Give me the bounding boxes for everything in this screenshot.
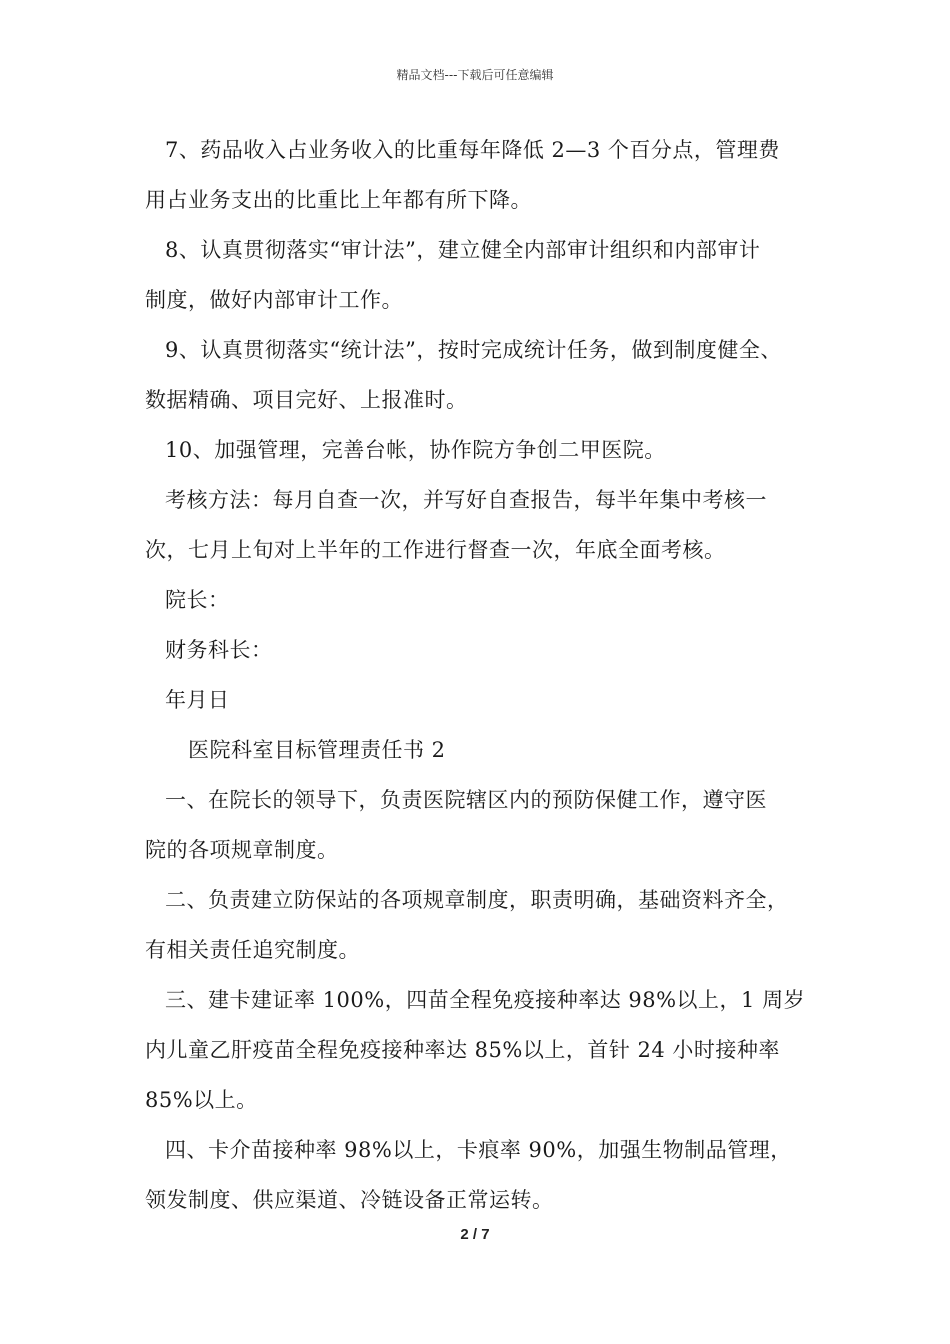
paragraph-line: 院的各项规章制度。 — [145, 838, 339, 862]
date-label: 年月日 — [165, 688, 230, 712]
paragraph-line: 9、认真贯彻落实“统计法”，按时完成统计任务，做到制度健全、 — [165, 338, 782, 362]
paragraph-line: 四、卡介苗接种率 98%以上，卡痕率 90%，加强生物制品管理， — [165, 1138, 792, 1162]
page-header: 精品文档---下载后可任意编辑 — [396, 68, 554, 82]
paragraph-line: 有相关责任追究制度。 — [145, 938, 360, 962]
paragraph-line: 一、在院长的领导下，负责医院辖区内的预防保健工作，遵守医 — [165, 788, 767, 812]
signature-label-dean: 院长： — [165, 588, 230, 612]
paragraph-line: 7、药品收入占业务收入的比重每年降低 2—3 个百分点，管理费 — [165, 138, 780, 162]
paragraph-line: 领发制度、供应渠道、冷链设备正常运转。 — [145, 1188, 554, 1212]
paragraph-line: 85%以上。 — [145, 1088, 258, 1112]
paragraph-line: 10、加强管理，完善台帐，协作院方争创二甲医院。 — [165, 438, 666, 462]
paragraph-line: 次，七月上旬对上半年的工作进行督查一次，年底全面考核。 — [145, 538, 726, 562]
page-number: 2 / 7 — [460, 1226, 490, 1243]
paragraph-line: 二、负责建立防保站的各项规章制度，职责明确，基础资料齐全， — [165, 888, 789, 912]
paragraph-line: 制度，做好内部审计工作。 — [145, 288, 403, 312]
paragraph-line: 用占业务支出的比重比上年都有所下降。 — [145, 188, 532, 212]
paragraph-line: 8、认真贯彻落实“审计法”，建立健全内部审计组织和内部审计 — [165, 238, 761, 262]
paragraph-line: 数据精确、项目完好、上报准时。 — [145, 388, 468, 412]
signature-label-finance-chief: 财务科长： — [165, 638, 273, 662]
section-title: 医院科室目标管理责任书 2 — [188, 738, 446, 762]
paragraph-line: 三、建卡建证率 100%，四苗全程免疫接种率达 98%以上，1 周岁 — [165, 988, 806, 1012]
paragraph-line: 内儿童乙肝疫苗全程免疫接种率达 85%以上，首针 24 小时接种率 — [145, 1038, 780, 1062]
paragraph-line: 考核方法：每月自查一次，并写好自查报告，每半年集中考核一 — [165, 488, 767, 512]
